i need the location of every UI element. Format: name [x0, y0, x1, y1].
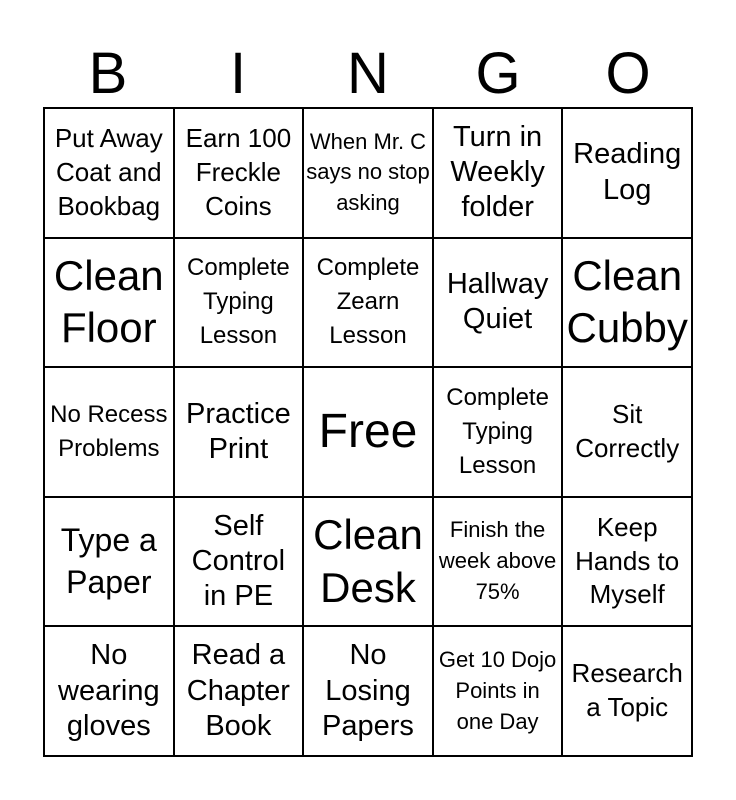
bingo-cell[interactable]: Complete Typing Lesson — [433, 367, 563, 497]
bingo-cell[interactable]: Complete Zearn Lesson — [303, 238, 433, 368]
bingo-cell[interactable]: Earn 100 Freckle Coins — [174, 108, 304, 238]
header-letter-g: G — [475, 41, 521, 106]
bingo-cell[interactable]: Research a Topic — [562, 626, 692, 756]
free-space[interactable]: Free — [303, 367, 433, 497]
bingo-cell[interactable]: Get 10 Dojo Points in one Day — [433, 626, 563, 756]
bingo-cell[interactable]: Self Control in PE — [174, 497, 304, 627]
bingo-cell[interactable]: Complete Typing Lesson — [174, 238, 304, 368]
bingo-header — [43, 42, 693, 106]
bingo-cell[interactable]: Read a Chapter Book — [174, 626, 304, 756]
bingo-cell[interactable]: No Losing Papers — [303, 626, 433, 756]
bingo-cell[interactable]: No Recess Problems — [44, 367, 174, 497]
bingo-cell[interactable]: Put Away Coat and Bookbag — [44, 108, 174, 238]
bingo-cell[interactable]: Sit Correctly — [562, 367, 692, 497]
bingo-cell[interactable]: Hallway Quiet — [433, 238, 563, 368]
bingo-cell[interactable]: Reading Log — [562, 108, 692, 238]
bingo-cell[interactable]: Keep Hands to Myself — [562, 497, 692, 627]
bingo-cell[interactable]: No wearing gloves — [44, 626, 174, 756]
header-letter-b: B — [88, 41, 128, 106]
bingo-cell[interactable]: Turn in Weekly folder — [433, 108, 563, 238]
header-letter-o: O — [605, 41, 651, 106]
bingo-cell[interactable]: Type a Paper — [44, 497, 174, 627]
bingo-cell[interactable]: Clean Floor — [44, 238, 174, 368]
bingo-cell[interactable]: Clean Cubby — [562, 238, 692, 368]
bingo-cell[interactable]: Clean Desk — [303, 497, 433, 627]
bingo-cell[interactable]: When Mr. C says no stop asking — [303, 108, 433, 238]
bingo-cell[interactable]: Finish the week above 75% — [433, 497, 563, 627]
header-letter-i: I — [229, 41, 247, 106]
bingo-cell[interactable]: Practice Print — [174, 367, 304, 497]
bingo-board — [43, 107, 693, 757]
header-letter-n: N — [347, 41, 389, 106]
